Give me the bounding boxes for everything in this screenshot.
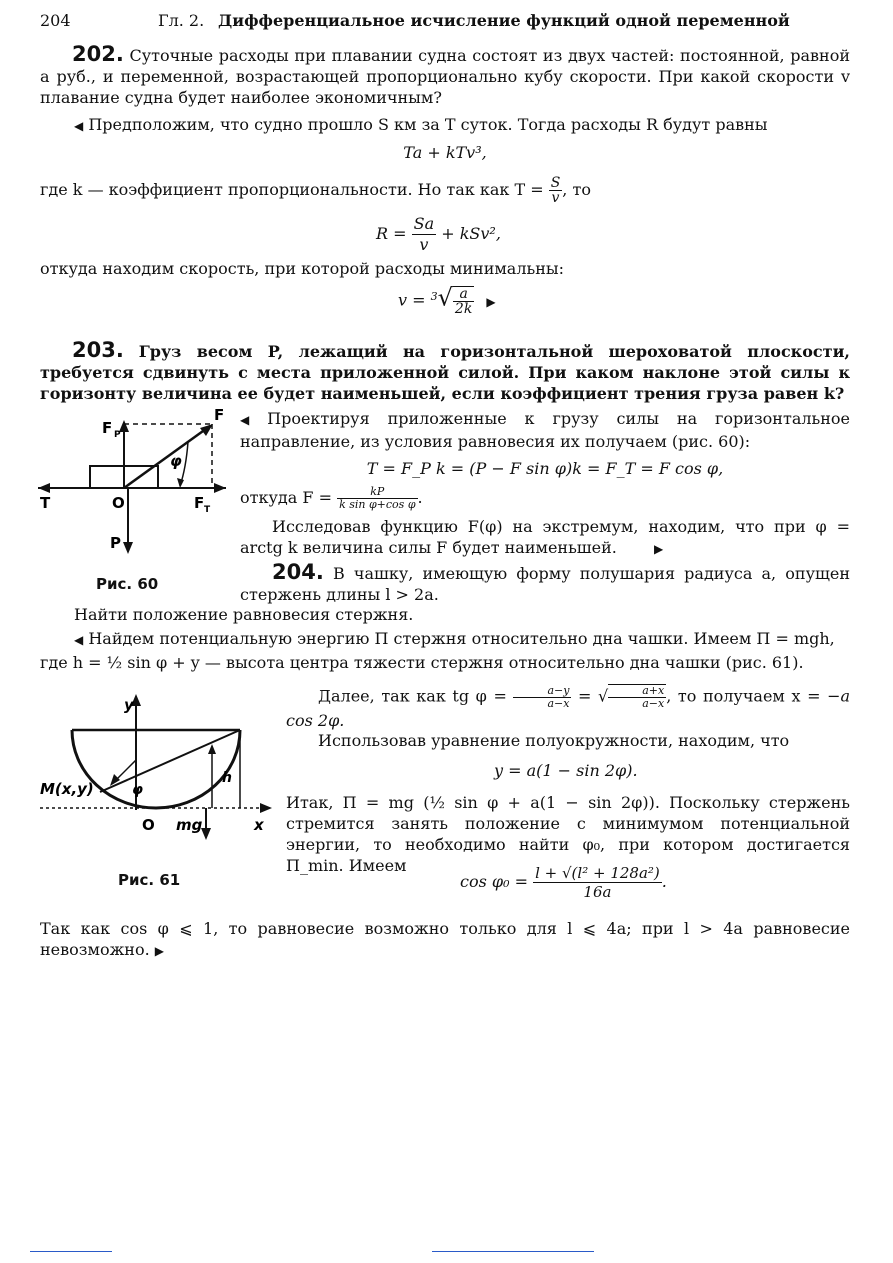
p204-formula-cos: cos φ₀ = $\frac{\text{l + √(l² + 128a²)}}{16a}$ . — [460, 864, 667, 901]
problem-202-number: 202. — [72, 42, 124, 66]
fig61-label-h: h — [222, 770, 232, 786]
fig60-Ft-arrowhead — [214, 483, 226, 493]
page-header — [40, 8, 860, 32]
footer-line-center — [432, 1251, 594, 1252]
p202-formula1: Ta + kTv³, — [403, 143, 487, 162]
p204-solution-line2: где h = ½ sin φ + y — высота центра тяжести стержня относительно дна чашки (рис. 61). — [40, 653, 804, 672]
solution-start-marker-icon: ◀ — [74, 119, 84, 133]
fig61-label-M: M(x,y) — [40, 780, 94, 798]
footer-line-left — [30, 1251, 112, 1252]
fig60-label-Fp: F — [102, 419, 113, 437]
chapter-title: Дифференциальное исчисление функций одной переменной — [218, 11, 790, 30]
fig60-label-T: T — [40, 494, 51, 512]
fig61-label-mg: mg — [176, 816, 203, 834]
fig60-label-O: O — [112, 494, 125, 512]
problem-204-statement-b: Найти положение равновесия стержня. — [74, 605, 414, 624]
fig60-label-P: P — [110, 534, 121, 552]
problem-203-text: Груз весом P, лежащий на горизонтальной шероховатой плоскости, требуется сдвинуть с места приложенной силой. При каком наклоне этой силы к горизонту величина ее будет наименьшей, если коэффициент трения груза равен k? — [40, 342, 851, 403]
p204-solution-line1: ◀ Найдем потенциальную энергию П стержня относительно дна чашки. Имеем П = mgh, — [74, 628, 854, 651]
chapter-label: Гл. 2. — [158, 11, 205, 30]
solution-start-marker-icon: ◀ — [240, 413, 250, 427]
solution-end-marker-icon: ▶ — [653, 542, 664, 556]
fig60-label-phi: φ — [170, 452, 182, 470]
p204-solution-line3: Далее, так как tg φ = $\frac{a-y}{a-x}$ = √ $\frac{a+x}{a-x}$ , то получаем x = −a cos 2φ. — [286, 683, 851, 730]
problem-204-statement-a: 204. В чашку, имеющую форму полушария радиуса a, опущен стержень длины l > 2a. — [240, 560, 850, 604]
problem-203-statement — [40, 340, 850, 404]
figure-60 — [30, 408, 235, 568]
problem-202-solution-line1: ◀ Предположим, что судно прошло S км за T суток. Тогда расходы R будут равны — [74, 114, 854, 137]
solution-end-marker-icon: ▶ — [486, 294, 496, 309]
fig60-label-Ft: F — [194, 494, 205, 512]
p204-conclusion: Так как cos φ ⩽ 1, то равновесие возможно только для l ⩽ 4a; при l > 4a равновесие невозможно. ▶ — [40, 918, 850, 962]
svg-text:T: T — [204, 505, 211, 515]
p202-solution-line3: откуда находим скорость, при которой расходы минимальны: — [40, 259, 564, 278]
svg-text:P: P — [114, 430, 121, 440]
fig61-label-x: x — [254, 816, 264, 834]
figure-61-caption: Рис. 61 — [118, 871, 181, 889]
problem-203-number: 203. — [72, 338, 124, 362]
fig60-label-F: F — [214, 408, 225, 424]
fig61-label-phi: φ — [132, 782, 143, 798]
solution-end-marker-icon: ▶ — [154, 944, 165, 958]
figure-61 — [36, 690, 276, 865]
p204-solution-line4: Использовав уравнение полуокружности, находим, что — [318, 731, 790, 750]
p204-solution-line5: Итак, П = mg (½ sin φ + a(1 − sin 2φ)). Поскольку стержень стремится занять положение с минимумом потенциальной энергии, то необходимо найти φ₀, при котором достигается П_min. Имеем — [286, 793, 850, 875]
p202-formula2: R = $\frac{Sa}{v}$ + kSv², — [376, 214, 501, 254]
page-number: 204 — [40, 11, 71, 30]
problem-202-text: Суточные расходы при плавании судна состоят из двух частей: постоянной, равной a руб., и переменной, возрастающей пропорционально кубу скорости. При какой скорости v плавание судна будет наиболее экономичным? — [40, 46, 850, 107]
fig61-label-y: y — [124, 696, 134, 714]
p203-formula1: T = F_P k = (P − F sin φ)k = F_T = F cos φ, — [366, 459, 724, 478]
p203-solution-line2: откуда F = $\frac{kP}{\text{k sin φ+cos φ}}$ . — [240, 485, 423, 511]
p203-solution-line1: ◀ Проектируя приложенные к грузу силы на горизонтальное направление, из условия равновесия их получаем (рис. 60): — [240, 409, 850, 451]
problem-202-statement — [40, 44, 850, 108]
solution-start-marker-icon: ◀ — [74, 633, 84, 647]
fig60-T-arrowhead — [38, 483, 50, 493]
p202-solution-line2: где k — коэффициент пропорциональности. Но так как T = $\frac{S}{v}$ , то — [40, 175, 591, 206]
fig61-label-O: O — [142, 816, 155, 834]
p202-formula3: v = $^3$√ $\frac{a}{2k}$ ▶ — [398, 283, 496, 317]
problem-204-number: 204. — [272, 560, 324, 584]
p203-solution-line3: Исследовав функцию F(φ) на экстремум, находим, что при φ = arctg k величина силы F будет наименьшей. ▶ — [240, 516, 850, 560]
p204-formula-y: y = a(1 − sin 2φ). — [494, 761, 638, 780]
figure-60-caption: Рис. 60 — [96, 575, 159, 593]
fig60-F-vector — [124, 426, 210, 488]
